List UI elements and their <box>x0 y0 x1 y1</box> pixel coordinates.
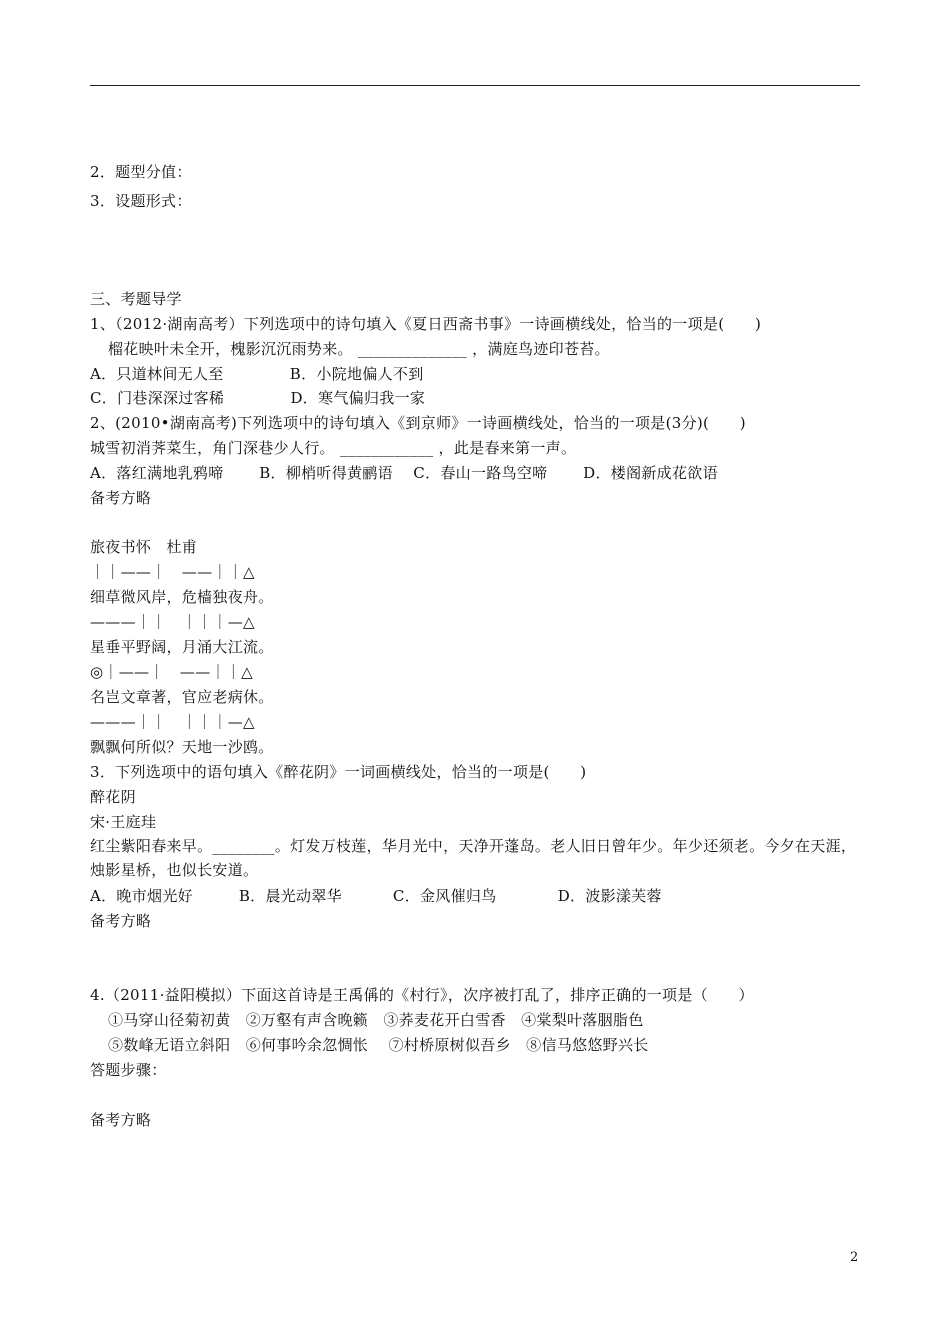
q4-stem: 4.（2011·益阳模拟）下面这首诗是王禹偁的《村行》，次序被打乱了，排序正确的一项是（ ） <box>90 986 754 1004</box>
q2-options: A．落红满地乳鸦啼 B．柳梢听得黄鹂语 C．春山一路鸟空啼 D．楼阁新成花欲语 <box>90 464 718 482</box>
q4-strategy: 备考方略 <box>90 1111 152 1129</box>
q4-lines-row1: ①马穿山径菊初黄 ②万壑有声含晚籁 ③荞麦花开白雪香 ④棠梨叶落胭脂色 <box>108 1011 644 1029</box>
poem-line: ———｜｜ ｜｜｜—△ <box>90 713 255 731</box>
poem-title: 旅夜书怀 杜甫 <box>90 538 198 556</box>
q1-options-cd: C．门巷深深过客稀 D．寒气偏归我一家 <box>90 389 426 407</box>
poem-line: ———｜｜ ｜｜｜—△ <box>90 613 255 631</box>
poem-line: 星垂平野阔，月涌大江流。 <box>90 638 274 656</box>
q3-options: A．晚市烟光好 B．晨光动翠华 C．金风催归鸟 D．波影漾芙蓉 <box>90 887 662 905</box>
q3-text: 红尘紫阳春来早。________。灯发万枝莲，华月光中，天净开蓬岛。老人旧日曾年少。年少还须老。今夕在天涯，烛影星桥，也似长安道。 <box>90 837 857 879</box>
q4-lines-row2: ⑤数峰无语立斜阳 ⑥何事吟余忽惆怅 ⑦村桥原树似吾乡 ⑧信马悠悠野兴长 <box>108 1036 649 1054</box>
poem-line: 名岂文章著，官应老病休。 <box>90 688 274 706</box>
q1-options-ab: A．只道林间无人至 B．小院地偏人不到 <box>90 365 424 383</box>
q3-title: 醉花阴 <box>90 788 136 806</box>
page-number: 2 <box>850 1250 859 1265</box>
q3-stem: 3．下列选项中的语句填入《醉花阴》一词画横线处，恰当的一项是( ) <box>90 763 587 781</box>
q4-steps: 答题步骤： <box>90 1061 167 1079</box>
q2-strategy: 备考方略 <box>90 489 152 507</box>
poem-line: 细草微风岸，危樯独夜舟。 <box>90 588 274 606</box>
q2-poem: 城雪初消荠菜生，角门深巷少人行。 ____________ ，此是春来第一声。 <box>90 439 577 457</box>
poem-line: ◎｜——｜ ——｜｜△ <box>90 663 253 681</box>
poem-line: 飘飘何所似？天地一沙鸥。 <box>90 738 274 756</box>
q3-author: 宋·王庭珪 <box>90 813 157 831</box>
q1-poem: 榴花映叶未全开，槐影沉沉雨势来。 ______________ ，满庭鸟迹印苍苔。 <box>108 340 610 358</box>
section3-heading: 三、考题导学 <box>90 290 182 308</box>
poem-line: ｜｜——｜ ——｜｜△ <box>90 563 255 581</box>
section2-item2: 2．题型分值： <box>90 163 192 181</box>
q3-strategy: 备考方略 <box>90 912 152 930</box>
header-rule <box>90 85 860 86</box>
q1-stem: 1、（2012·湖南高考）下列选项中的诗句填入《夏日西斋书事》一诗画横线处，恰当的一项是( ) <box>90 315 762 333</box>
section2-item3: 3．设题形式： <box>90 192 192 210</box>
q2-stem: 2、(2010•湖南高考)下列选项中的诗句填入《到京师》一诗画横线处，恰当的一项是(3分)( ) <box>90 414 746 432</box>
